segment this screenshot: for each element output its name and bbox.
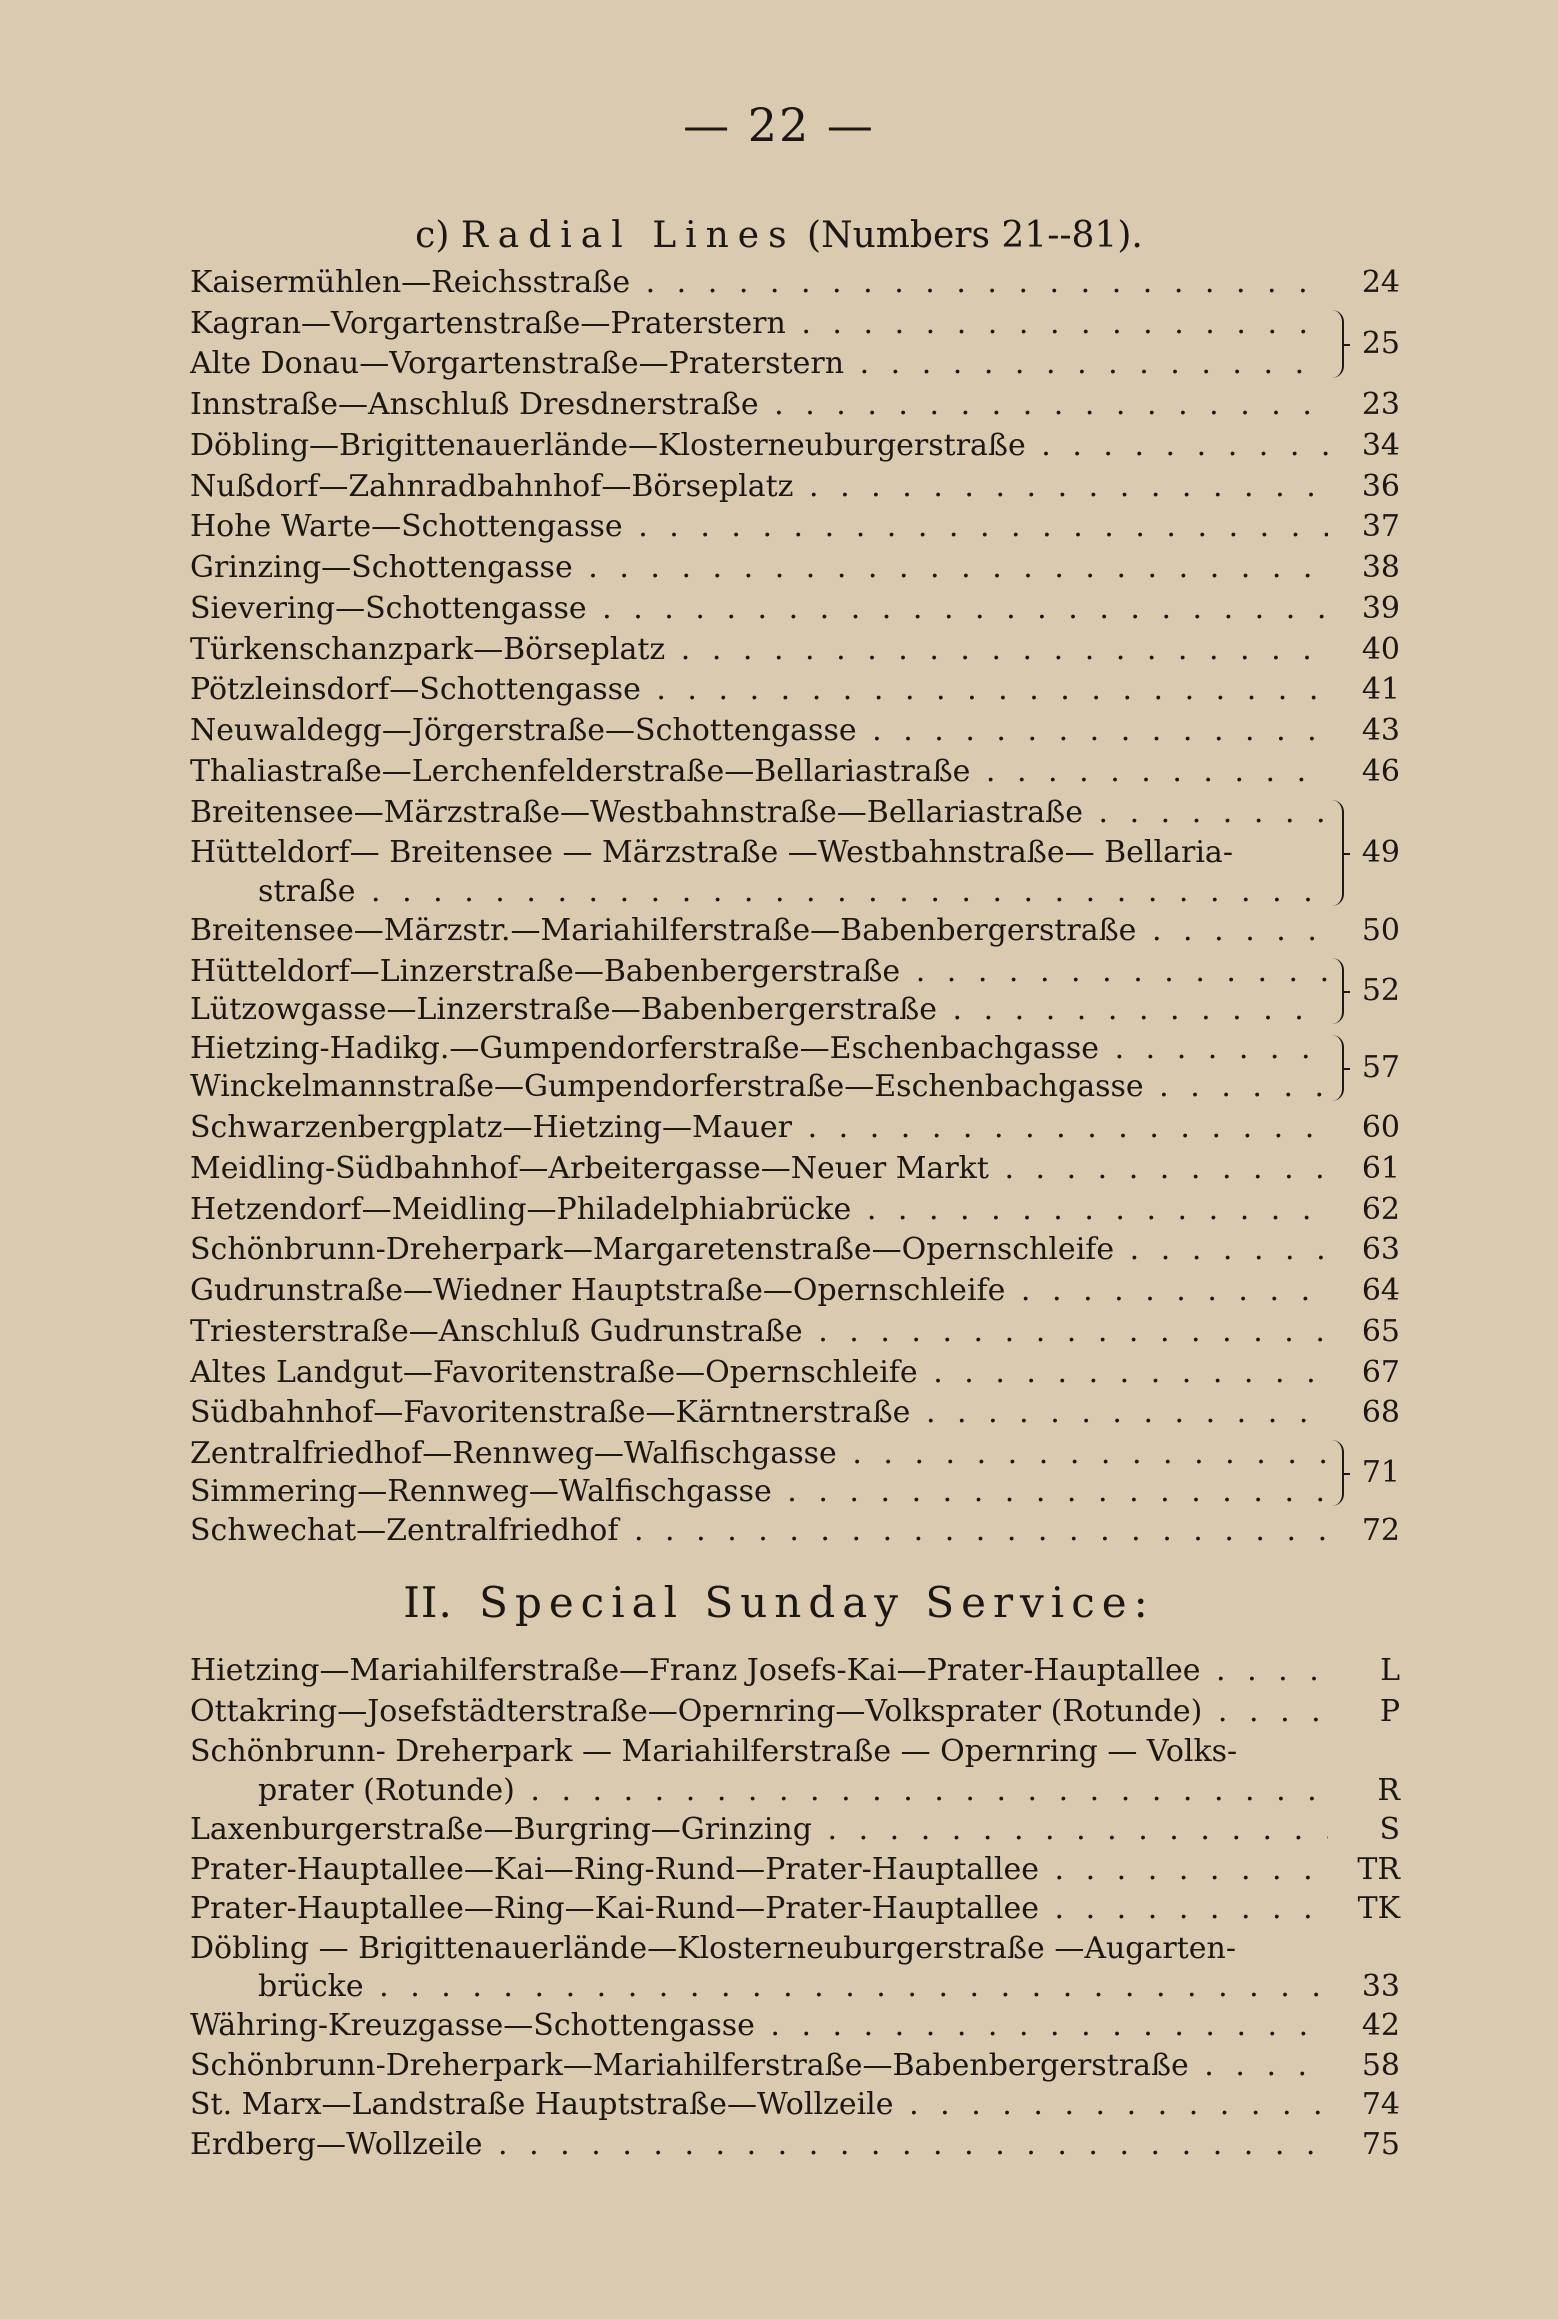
brace-line-number: 25 <box>1361 326 1400 361</box>
section-heading-sunday-service <box>0 1578 1558 1627</box>
route-name: Schönbrunn-Dreherpark—Mariahilferstraße—Babenbergerstraße . . . <box>190 2046 1328 2086</box>
route-row <box>190 467 1400 507</box>
route-row <box>190 304 1400 344</box>
route-row <box>190 1472 1400 1512</box>
route-name: Hietzing-Hadikg.—Gumpendorferstraße—Eschenbachgasse . . . <box>190 1029 1328 1069</box>
route-name: Pötzleinsdorf—Schottengasse . . . <box>190 670 1328 710</box>
brace-line-number: 57 <box>1361 1050 1400 1085</box>
sunday-route-row <box>190 2125 1400 2165</box>
sunday-route-row <box>190 1732 1400 1772</box>
route-name: Meidling-Südbahnhof—Arbeitergasse—Neuer Markt . . . <box>190 1149 1328 1189</box>
line-letter: TR <box>1357 1852 1400 1887</box>
route-row <box>190 1312 1400 1352</box>
line-number: 68 <box>1361 1395 1400 1430</box>
brace-line-number: 52 <box>1361 973 1400 1008</box>
sunday-route-row <box>190 1692 1400 1732</box>
line-number: 43 <box>1361 713 1400 748</box>
route-name: Sievering—Schottengasse . . . <box>190 589 1328 629</box>
route-name: Triesterstraße—Anschluß Gudrunstraße . . . <box>190 1312 1328 1352</box>
sunday-route-row <box>190 1651 1400 1691</box>
route-name: Schönbrunn- Dreherpark — Mariahilferstraße — Opernring — Volks- <box>190 1734 1238 1769</box>
line-number: 38 <box>1361 550 1400 585</box>
brace-line-number: 49 <box>1361 835 1400 870</box>
sunday-route-row <box>190 2046 1400 2086</box>
sunday-route-row <box>190 1810 1400 1850</box>
route-name: straße . . . <box>258 872 1328 912</box>
route-name: Laxenburgerstraße—Burgring—Grinzing . . . <box>190 1810 1328 1850</box>
section-range: (Numbers 21--81). <box>807 215 1143 256</box>
route-name: Lützowgasse—Linzerstraße—Babenbergerstraße . . . <box>190 990 1328 1030</box>
route-row <box>190 1271 1400 1311</box>
route-name: Alte Donau—Vorgartenstraße—Praterstern . . . <box>190 344 1328 384</box>
sunday-route-row <box>190 1889 1400 1929</box>
route-row <box>190 507 1400 547</box>
route-row <box>190 670 1400 710</box>
route-row <box>190 1393 1400 1433</box>
line-letter: L <box>1380 1653 1400 1688</box>
route-row-continued <box>190 872 1400 912</box>
route-name: Prater-Hauptallee—Kai—Ring-Rund—Prater-Hauptallee . . . <box>190 1850 1328 1890</box>
sunday-route-row <box>190 1929 1400 1969</box>
brace-bracket <box>1328 958 1344 1024</box>
route-name: Nußdorf—Zahnradbahnhof—Börseplatz . . . <box>190 467 1328 507</box>
route-name: Grinzing—Schottengasse . . . <box>190 548 1328 588</box>
route-name: Döbling — Brigittenauerlände—Klosterneuburgerstraße —Augarten- <box>190 1931 1237 1966</box>
route-name: Zentralfriedhof—Rennweg—Walfischgasse . . . <box>190 1434 1328 1474</box>
line-letter: R <box>1377 1773 1400 1808</box>
sunday-route-row <box>190 2006 1400 2046</box>
brace-line-number: 71 <box>1361 1455 1400 1490</box>
line-letter: TK <box>1357 1891 1400 1926</box>
section-title: Radial Lines <box>460 215 796 256</box>
line-number: 40 <box>1361 632 1400 667</box>
route-row <box>190 1434 1400 1474</box>
line-number: 36 <box>1361 469 1400 504</box>
route-name: Breitensee—Märzstraße—Westbahnstraße—Bellariastraße . . . <box>190 793 1328 833</box>
route-row <box>190 630 1400 670</box>
route-name: Innstraße—Anschluß Dresdnerstraße . . . <box>190 385 1328 425</box>
line-number: 24 <box>1361 265 1400 300</box>
line-number: 23 <box>1361 387 1400 422</box>
route-row <box>190 990 1400 1030</box>
route-name: Hietzing—Mariahilferstraße—Franz Josefs-Kai—Prater-Hauptallee . . . <box>190 1651 1328 1691</box>
route-row <box>190 1511 1400 1551</box>
line-letter: 33 <box>1361 1969 1400 2004</box>
route-row <box>190 1029 1400 1069</box>
route-row <box>190 793 1400 833</box>
line-letter: 74 <box>1361 2087 1400 2122</box>
route-name: Simmering—Rennweg—Walfischgasse . . . <box>190 1472 1328 1512</box>
route-row <box>190 833 1400 873</box>
route-name: Türkenschanzpark—Börseplatz . . . <box>190 630 1328 670</box>
route-row <box>190 1149 1400 1189</box>
route-row <box>190 752 1400 792</box>
line-letter: P <box>1379 1694 1400 1729</box>
sunday-route-row-continued <box>190 1967 1400 2007</box>
line-number: 67 <box>1361 1355 1400 1390</box>
line-number: 72 <box>1361 1513 1400 1548</box>
route-row <box>190 548 1400 588</box>
route-name: Döbling—Brigittenauerlände—Klosterneuburgerstraße . . . <box>190 426 1328 466</box>
line-number: 41 <box>1361 672 1400 707</box>
route-row <box>190 1067 1400 1107</box>
route-name: Kagran—Vorgartenstraße—Praterstern . . . <box>190 304 1328 344</box>
route-name: St. Marx—Landstraße Hauptstraße—Wollzeile . . . <box>190 2085 1328 2125</box>
line-letter: S <box>1379 1812 1400 1847</box>
route-name: Kaisermühlen—Reichsstraße . . . <box>190 263 1328 303</box>
route-name: Währing-Kreuzgasse—Schottengasse . . . <box>190 2006 1328 2046</box>
section-heading-radial-lines <box>0 215 1558 256</box>
route-name: Hütteldorf— Breitensee — Märzstraße —Westbahnstraße— Bellaria- <box>190 835 1233 870</box>
route-name: Südbahnhof—Favoritenstraße—Kärntnerstraße . . . <box>190 1393 1328 1433</box>
sunday-route-row-continued <box>190 1771 1400 1811</box>
route-row <box>190 952 1400 992</box>
section-prefix: c) <box>415 215 450 256</box>
route-row <box>190 426 1400 466</box>
brace-bracket <box>1328 800 1344 906</box>
route-name: Schwechat—Zentralfriedhof . . . <box>190 1511 1328 1551</box>
section-roman: II. <box>403 1578 453 1627</box>
route-row <box>190 1190 1400 1230</box>
route-row <box>190 711 1400 751</box>
section-title: Special Sunday Service: <box>479 1578 1155 1627</box>
line-number: 65 <box>1361 1314 1400 1349</box>
route-name: Breitensee—Märzstr.—Mariahilferstraße—Babenbergerstraße . . . <box>190 911 1328 951</box>
route-row <box>190 589 1400 629</box>
route-name: Prater-Hauptallee—Ring—Kai-Rund—Prater-Hauptallee . . . <box>190 1889 1328 1929</box>
line-number: 61 <box>1361 1151 1400 1186</box>
brace-bracket <box>1328 310 1344 378</box>
line-number: 64 <box>1361 1273 1400 1308</box>
line-number: 46 <box>1361 754 1400 789</box>
route-name: Altes Landgut—Favoritenstraße—Opernschleife . . . <box>190 1353 1328 1393</box>
route-name: Thaliastraße—Lerchenfelderstraße—Bellariastraße . . . <box>190 752 1328 792</box>
route-row <box>190 1353 1400 1393</box>
line-number: 34 <box>1361 428 1400 463</box>
route-row <box>190 385 1400 425</box>
line-number: 37 <box>1361 509 1400 544</box>
route-name: Schwarzenbergplatz—Hietzing—Mauer . . . <box>190 1108 1328 1148</box>
line-number: 60 <box>1361 1110 1400 1145</box>
line-letter: 42 <box>1361 2008 1400 2043</box>
route-name: brücke . . . <box>258 1967 1328 2007</box>
line-letter: 58 <box>1361 2048 1400 2083</box>
route-name: Hohe Warte—Schottengasse . . . <box>190 507 1328 547</box>
route-name: Neuwaldegg—Jörgerstraße—Schottengasse . . . <box>190 711 1328 751</box>
line-number: 62 <box>1361 1192 1400 1227</box>
route-row <box>190 344 1400 384</box>
route-row <box>190 263 1400 303</box>
route-name: prater (Rotunde) . . . <box>258 1771 1328 1811</box>
sunday-route-row <box>190 2085 1400 2125</box>
route-name: Winckelmannstraße—Gumpendorferstraße—Eschenbachgasse . . . <box>190 1067 1328 1107</box>
route-name: Ottakring—Josefstädterstraße—Opernring—Volksprater (Rotunde) . . . <box>190 1692 1328 1732</box>
route-name: Hütteldorf—Linzerstraße—Babenbergerstraße . . . <box>190 952 1328 992</box>
sunday-route-row <box>190 1850 1400 1890</box>
route-row <box>190 911 1400 951</box>
route-row <box>190 1230 1400 1270</box>
route-name: Gudrunstraße—Wiedner Hauptstraße—Opernschleife . . . <box>190 1271 1328 1311</box>
brace-bracket <box>1328 1440 1344 1506</box>
line-letter: 75 <box>1361 2127 1400 2162</box>
page-number: — 22 — <box>683 98 875 152</box>
route-name: Erdberg—Wollzeile . . . <box>190 2125 1328 2165</box>
route-name: Hetzendorf—Meidling—Philadelphiabrücke . . . <box>190 1190 1328 1230</box>
line-number: 50 <box>1361 913 1400 948</box>
line-number: 63 <box>1361 1232 1400 1267</box>
route-row <box>190 1108 1400 1148</box>
brace-bracket <box>1328 1035 1344 1101</box>
route-name: Schönbrunn-Dreherpark—Margaretenstraße—Opernschleife . . . <box>190 1230 1328 1270</box>
line-number: 39 <box>1361 591 1400 626</box>
